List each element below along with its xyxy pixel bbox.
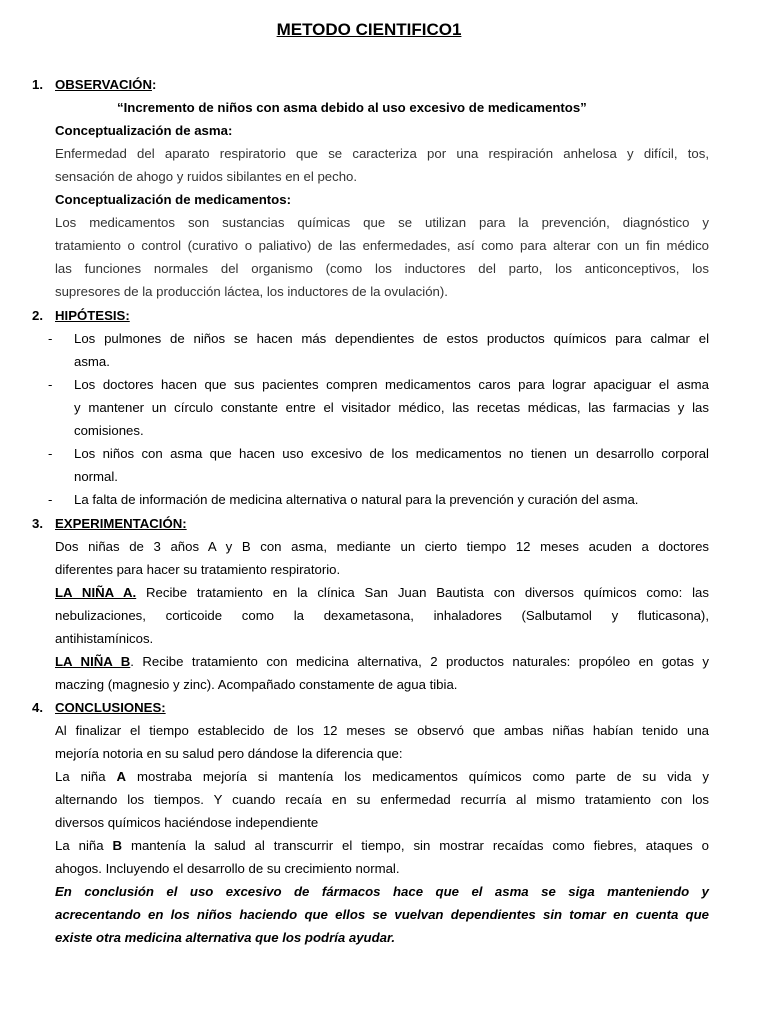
- nina-b-result-text: mantenía la salud al transcurrir el tiempo, sin mostrar recaídas como fiebres, ataques o: [122, 838, 709, 853]
- experiment-line: Dos niñas de 3 años A y B con asma, mediante un cierto tiempo 12 meses acuden a doctores: [55, 539, 709, 554]
- nina-a-result-pre: La niña: [55, 769, 117, 784]
- concept-med-line: las funciones normales del organismo (como los inductores del parto, los anticonceptivos, los: [55, 261, 709, 276]
- final-conclusion-line: existe otra medicina alternativa que los podría ayudar.: [55, 930, 396, 945]
- concept-asma-line: sensación de ahogo y ruidos sibilantes en el pecho.: [55, 169, 358, 184]
- section-3-heading: EXPERIMENTACIÓN:: [55, 516, 187, 531]
- nina-b-result-line: [55, 838, 709, 854]
- conclusion-line: mejoría notoria en su salud pero dándose la diferencia que:: [55, 746, 403, 761]
- nina-a-result-letter: A: [116, 769, 127, 784]
- page-title: METODO CIENTIFICO1: [276, 20, 462, 39]
- bullet-dash: -: [48, 492, 53, 507]
- hypothesis-line: Los niños con asma que hacen uso excesivo de los medicamentos no tienen un desarrollo corporal: [74, 446, 709, 461]
- section-1-heading: [55, 77, 156, 93]
- nina-b-result-letter: B: [112, 838, 123, 853]
- nina-a-result-line: [55, 769, 709, 785]
- section-1-heading-text: OBSERVACIÓN: [55, 77, 152, 92]
- section-2-heading: HIPÓTESIS:: [55, 308, 130, 323]
- nina-b-text: . Recibe tratamiento con medicina alternativa, 2 productos naturales: propóleo en gotas y: [130, 654, 709, 669]
- section-4-number: 4.: [32, 700, 43, 715]
- nina-b-result-line: ahogos. Incluyendo el desarrollo de su crecimiento normal.: [55, 861, 400, 876]
- bullet-dash: -: [48, 377, 53, 392]
- nina-b-line: maczing (magnesio y zinc). Acompañado constamente de agua tibia.: [55, 677, 458, 692]
- nina-b-line: [55, 654, 709, 670]
- nina-a-label: LA NIÑA A.: [55, 585, 137, 600]
- hypothesis-line: asma.: [74, 354, 110, 369]
- bullet-dash: -: [48, 446, 53, 461]
- section-1-number: 1.: [32, 77, 43, 92]
- final-conclusion-line: acrecentando en los niños haciendo que ellos se vuelvan dependientes sin tomar en cuenta que: [55, 907, 709, 922]
- nina-b-result-pre: La niña: [55, 838, 113, 853]
- nina-a-result-line: diversos químicos haciéndose independiente: [55, 815, 319, 830]
- concept-med-line: supresores de la producción láctea, los inductores de la ovulación).: [55, 284, 448, 299]
- concept-med-line: tratamiento o control (curativo o paliativo) de las enfermedades, así como para alterar con un fin médico: [55, 238, 709, 253]
- concept-asma-line: Enfermedad del aparato respiratorio que se caracteriza por una respiración anhelosa y difícil, tos,: [55, 146, 709, 161]
- hypothesis-line: y mantener un círculo constante entre el visitador médico, las recetas médicas, las farmacias y las: [74, 400, 709, 415]
- section-2-number: 2.: [32, 308, 43, 323]
- hypothesis-line: comisiones.: [74, 423, 144, 438]
- nina-a-line: [55, 585, 709, 601]
- section-3-number: 3.: [32, 516, 43, 531]
- experiment-line: diferentes para hacer su tratamiento respiratorio.: [55, 562, 341, 577]
- section-4-heading: CONCLUSIONES:: [55, 700, 166, 715]
- nina-a-line: antihistamínicos.: [55, 631, 154, 646]
- concept-asma-heading: Conceptualización de asma:: [55, 123, 233, 138]
- section-1-heading-colon: :: [151, 77, 157, 92]
- nina-a-text: Recibe tratamiento en la clínica San Juan Bautista con diversos químicos como: las: [136, 585, 709, 600]
- concept-med-line: Los medicamentos son sustancias químicas que se utilizan para la prevención, diagnóstico y: [55, 215, 709, 230]
- nina-b-label: LA NIÑA B: [55, 654, 131, 669]
- nina-a-result-line: alternando los tiempos. Y cuando recaía en su enfermedad recurría al mismo tratamiento con los: [55, 792, 709, 807]
- observation-quote: “Incremento de niños con asma debido al uso excesivo de medicamentos”: [117, 100, 587, 115]
- hypothesis-line: Los pulmones de niños se hacen más dependientes de estos productos químicos para calmar el: [74, 331, 709, 346]
- final-conclusion-line: En conclusión el uso excesivo de fármacos hace que el asma se siga manteniendo y: [55, 884, 709, 899]
- bullet-dash: -: [48, 331, 53, 346]
- nina-a-result-text: mostraba mejoría si mantenía los medicamentos químicos como parte de su vida y: [126, 769, 709, 784]
- hypothesis-line: Los doctores hacen que sus pacientes compren medicamentos caros para lograr apaciguar el asma: [74, 377, 709, 392]
- nina-a-line: nebulizaciones, corticoide como la dexametasona, inhaladores (Salbutamol y fluticasona),: [55, 608, 709, 623]
- conclusion-line: Al finalizar el tiempo establecido de los 12 meses se observó que ambas niñas habían tenido una: [55, 723, 709, 738]
- concept-med-heading: Conceptualización de medicamentos:: [55, 192, 291, 207]
- hypothesis-line: normal.: [74, 469, 118, 484]
- hypothesis-line: La falta de información de medicina alternativa o natural para la prevención y curación del asma.: [74, 492, 639, 507]
